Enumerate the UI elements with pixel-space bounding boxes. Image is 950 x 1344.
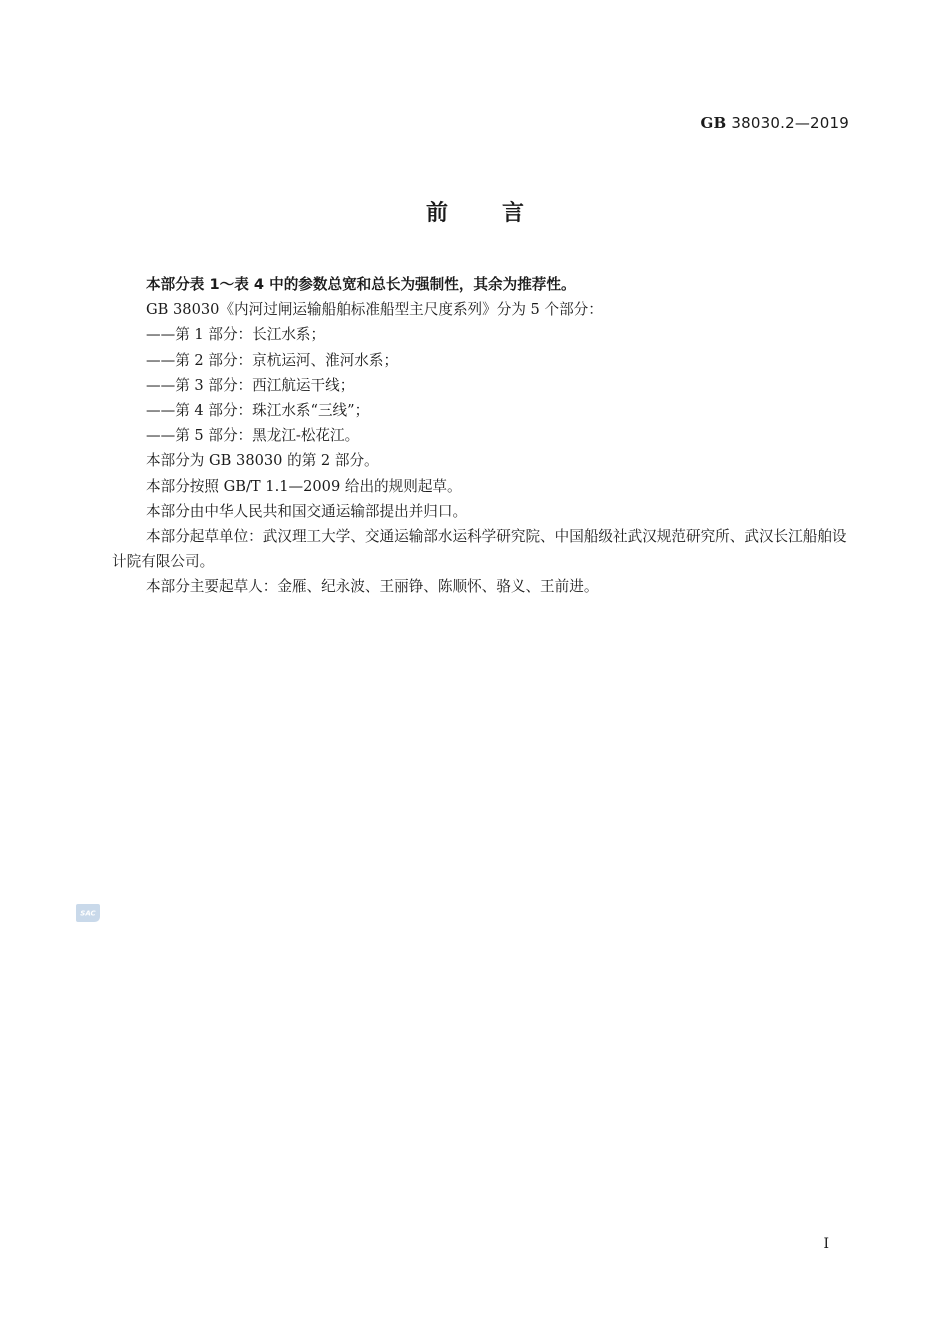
part-list-item: ——第 2 部分：京杭运河、淮河水系；: [146, 351, 399, 369]
title-char-1: 前: [425, 201, 448, 226]
part-list-item: ——第 5 部分：黑龙江-松花江。: [146, 427, 360, 445]
page-number: I: [823, 1236, 829, 1252]
proposer-statement: 本部分由中华人民共和国交通运输部提出并归口。: [146, 502, 468, 520]
drafting-rules: 本部分按照 GB/T 1.1—2009 给出的规则起草。: [146, 477, 462, 495]
svg-text:SAC: SAC: [80, 909, 96, 918]
part-list-item: ——第 1 部分：长江水系；: [146, 326, 326, 344]
mandatory-statement: 本部分表 1～表 4 中的参数总宽和总长为强制性，其余为推荐性。: [146, 276, 576, 293]
standard-code: [701, 114, 849, 132]
foreword-body: [112, 272, 852, 600]
series-intro: GB 38030《内河过闸运输船舶标准船型主尺度系列》分为 5 个部分：: [146, 301, 603, 319]
title-char-2: 言: [502, 201, 525, 226]
main-drafters: 本部分主要起草人：金雁、纪永波、王丽铮、陈顺怀、骆义、王前进。: [146, 578, 599, 596]
standard-prefix: GB: [700, 114, 727, 132]
part-statement: 本部分为 GB 38030 的第 2 部分。: [146, 452, 379, 470]
standard-number: 38030.2—2019: [731, 114, 849, 132]
sac-watermark-logo: [75, 902, 101, 924]
part-list-item: ——第 4 部分：珠江水系“三线”；: [146, 402, 370, 420]
page-title: [0, 196, 950, 227]
part-list-item: ——第 3 部分：西江航运干线；: [146, 376, 355, 394]
drafting-units: 本部分起草单位：武汉理工大学、交通运输部水运科学研究院、中国船级社武汉规范研究所、武汉长江船舶设计院有限公司。: [112, 528, 847, 571]
